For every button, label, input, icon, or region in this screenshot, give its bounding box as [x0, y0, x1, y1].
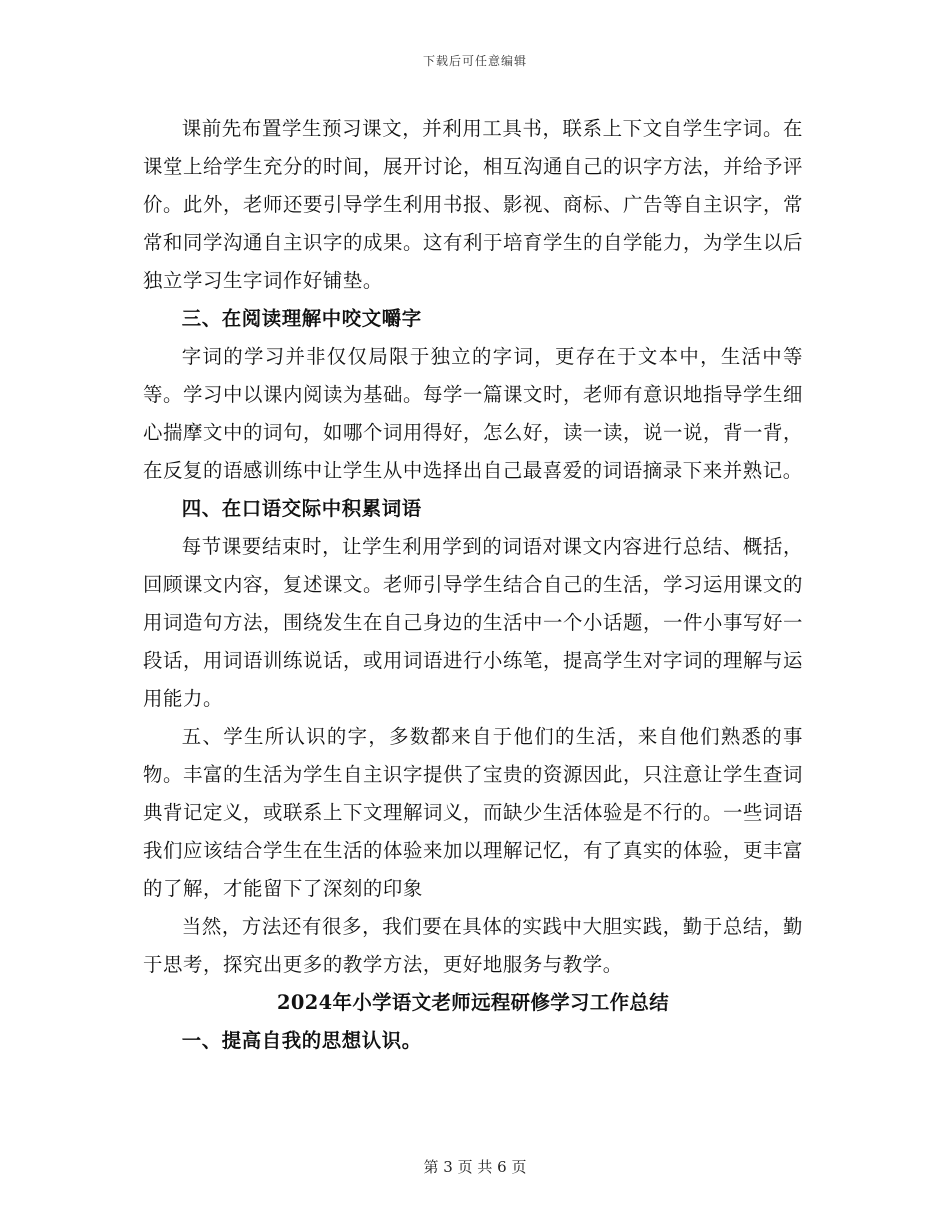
paragraph-oral: 每节课要结束时，让学生利用学到的词语对课文内容进行总结、概括，回顾课文内容，复述课文。老师引导学生结合自己的生活，学习运用课文的用词造句方法，围绕发生在自己身边的生活中一个小话题，一件小事写好一段话，用词语训练说话，或用词语进行小练笔，提高学生对字词的理解与运用能力。: [143, 535, 803, 710]
section-heading-thinking: 一、提高自我的思想认识。: [181, 1029, 422, 1052]
paragraph-reading: 字词的学习并非仅仅局限于独立的字词，更存在于文本中，生活中等等。学习中以课内阅读为基础。每学一篇课文时，老师有意识地指导学生细心揣摩文中的词句，如哪个词用得好，怎么好，读一读，说一说，背一背，在反复的语感训练中让学生从中选择出自己最喜爱的词语摘录下来并熟记。: [143, 345, 803, 482]
document-title: 2024年小学语文老师远程研修学习工作总结: [276, 991, 669, 1014]
paragraph-life-experience: 五、学生所认识的字，多数都来自于他们的生活，来自他们熟悉的事物。丰富的生活为学生自主识字提供了宝贵的资源因此，只注意让学生查词典背记定义，或联系上下文理解词义，而缺少生活体验是不行的。一些词语我们应该结合学生在生活的体验来加以理解记忆，有了真实的体验，更丰富的了解，才能留下了深刻的印象: [143, 725, 803, 900]
section-heading-oral: 四、在口语交际中积累词语: [181, 497, 422, 520]
page-header-note: 下载后可任意编辑: [422, 54, 527, 68]
paragraph-conclusion: 当然，方法还有很多，我们要在具体的实践中大胆实践，勤于总结，勤于思考，探究出更多的教学方法，更好地服务与教学。: [143, 915, 803, 976]
document-body: [143, 110, 803, 1060]
page-number: 第 3 页 共 6 页: [423, 1158, 527, 1176]
section-heading-reading: 三、在阅读理解中咬文嚼字: [181, 307, 422, 330]
paragraph-self-study: 课前先布置学生预习课文，并利用工具书，联系上下文自学生字词。在课堂上给学生充分的时间，展开讨论，相互沟通自己的识字方法，并给予评价。此外，老师还要引导学生利用书报、影视、商标、广告等自主识字，常常和同学沟通自主识字的成果。这有利于培育学生的自学能力，为学生以后独立学习生字词作好铺垫。: [143, 117, 803, 292]
